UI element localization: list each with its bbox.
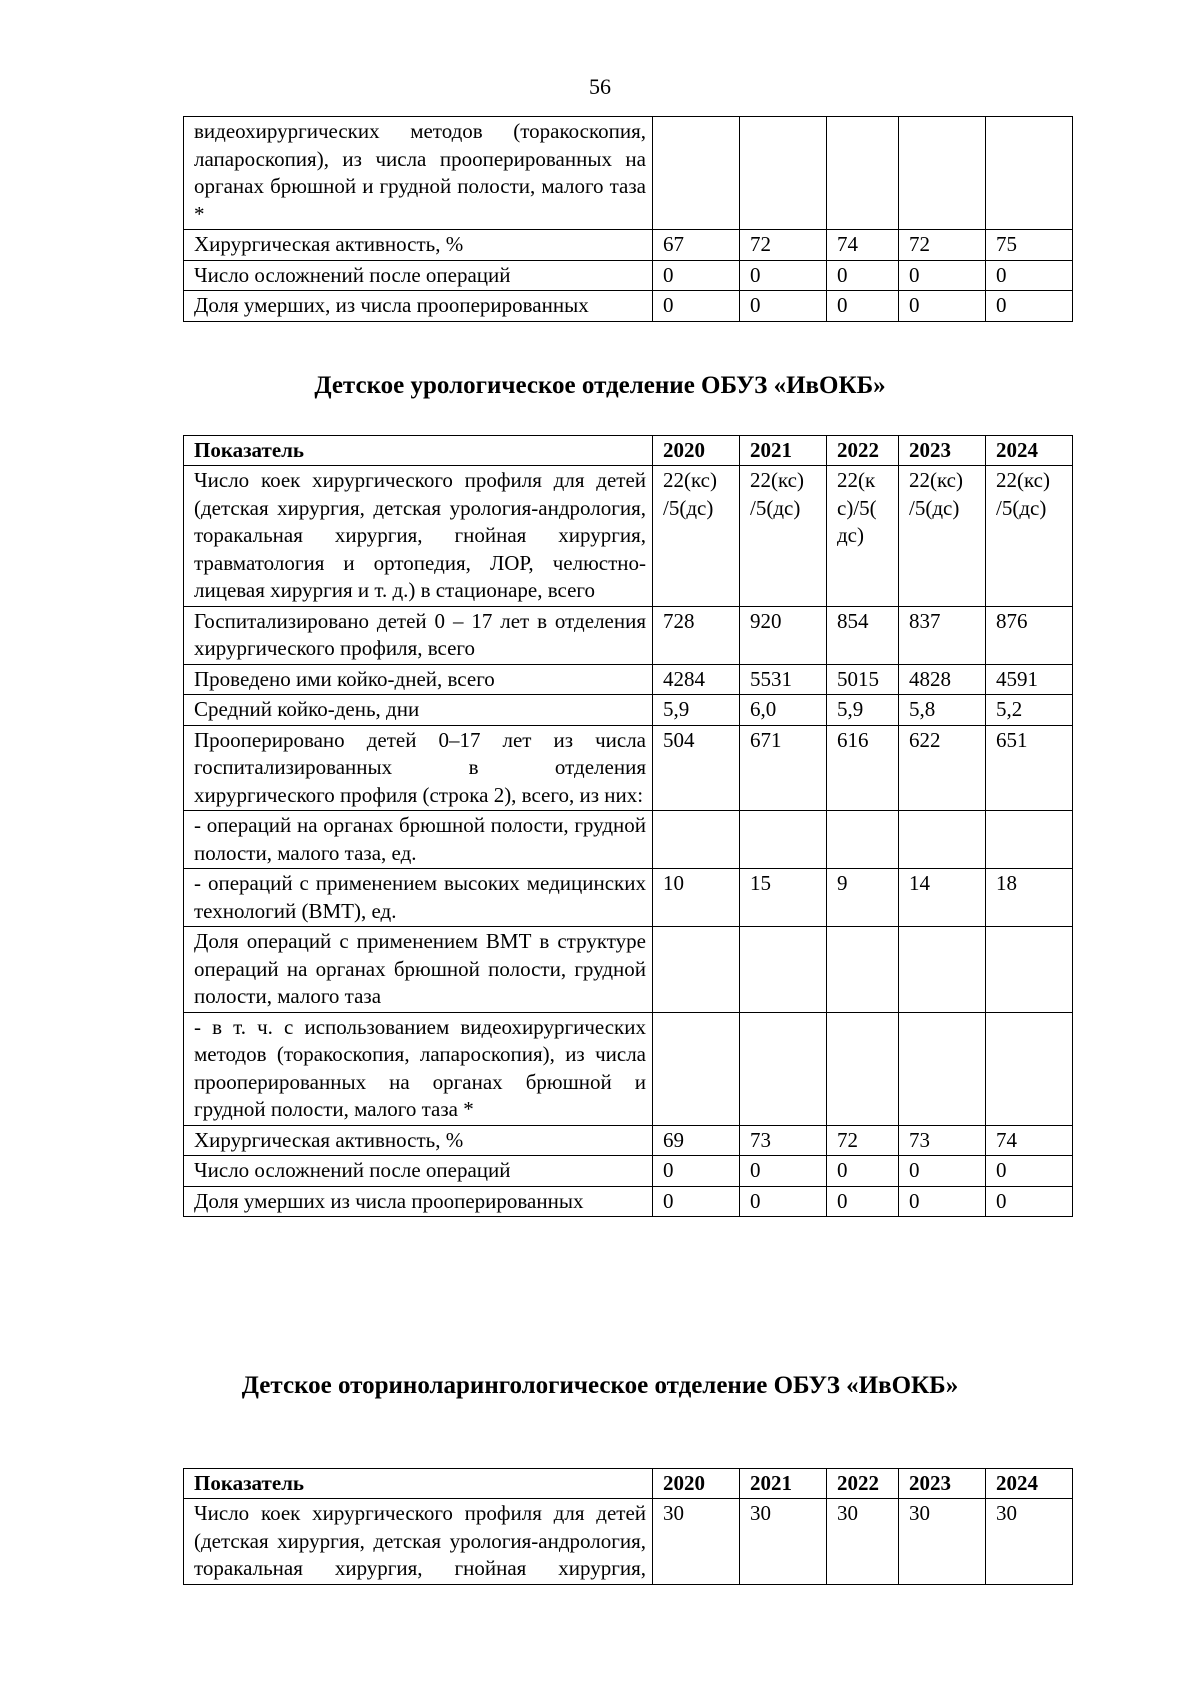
table-header-row — [184, 436, 1073, 466]
cell: 0 — [986, 260, 1073, 291]
cell: 0 — [653, 1156, 740, 1187]
cell: 837 — [899, 606, 986, 664]
row-label: Доля умерших из числа прооперированных — [184, 1186, 653, 1217]
cell: 0 — [899, 1156, 986, 1187]
cell — [986, 811, 1073, 869]
cell: 5,8 — [899, 695, 986, 726]
cell — [653, 117, 740, 230]
cell: 30 — [653, 1499, 740, 1585]
cell: 0 — [986, 1186, 1073, 1217]
cell: 74 — [986, 1125, 1073, 1156]
cell: 30 — [899, 1499, 986, 1585]
cell: 4828 — [899, 664, 986, 695]
table-row — [184, 1499, 1073, 1585]
cell: 22(кс) /5(дс) — [899, 466, 986, 607]
cell: 22(кс) /5(дс) — [740, 466, 827, 607]
row-label: Число осложнений после операций — [184, 260, 653, 291]
cell: 0 — [986, 291, 1073, 322]
cell: 0 — [827, 260, 899, 291]
cell: 30 — [740, 1499, 827, 1585]
header-year: 2021 — [740, 436, 827, 466]
cell — [827, 811, 899, 869]
section-title-urology: Детское урологическое отделение ОБУЗ «ИвОКБ» — [314, 372, 886, 399]
cell: 0 — [740, 1186, 827, 1217]
cell: 0 — [653, 291, 740, 322]
cell — [986, 117, 1073, 230]
cell — [740, 1012, 827, 1125]
cell — [986, 1012, 1073, 1125]
cell: 616 — [827, 725, 899, 811]
table-row — [184, 260, 1073, 291]
cell — [740, 811, 827, 869]
header-year: 2021 — [740, 1469, 827, 1499]
cell: 0 — [899, 291, 986, 322]
header-year: 2020 — [653, 436, 740, 466]
cell: 22(к с)/5( дс) — [827, 466, 899, 607]
cell — [740, 927, 827, 1013]
cell — [899, 927, 986, 1013]
cell: 5531 — [740, 664, 827, 695]
cell: 622 — [899, 725, 986, 811]
cell: 0 — [740, 1156, 827, 1187]
cell: 0 — [899, 1186, 986, 1217]
table-header-row — [184, 1469, 1073, 1499]
cell: 5015 — [827, 664, 899, 695]
cell: 73 — [740, 1125, 827, 1156]
cell: 6,0 — [740, 695, 827, 726]
cell: 651 — [986, 725, 1073, 811]
cell: 0 — [899, 260, 986, 291]
row-label: Прооперировано детей 0–17 лет из числа госпитализированных в отделения хирургического профиля (строка 2), всего, из них: — [184, 725, 653, 811]
table-row — [184, 606, 1073, 664]
row-label: видеохирургических методов (торакоскопия, лапароскопия), из числа прооперированных на органах брюшной и грудной полости, малого таза * — [184, 117, 653, 230]
cell: 30 — [986, 1499, 1073, 1585]
cell — [653, 1012, 740, 1125]
table-row — [184, 1125, 1073, 1156]
header-label: Показатель — [184, 1469, 653, 1499]
row-label: Доля операций с применением ВМТ в структуре операций на органах брюшной полости, грудной полости, малого таза — [184, 927, 653, 1013]
table-row — [184, 1186, 1073, 1217]
table-row — [184, 291, 1073, 322]
header-year: 2022 — [827, 436, 899, 466]
cell: 4591 — [986, 664, 1073, 695]
cell — [827, 1012, 899, 1125]
cell — [899, 1012, 986, 1125]
table-row — [184, 927, 1073, 1013]
cell: 0 — [827, 1186, 899, 1217]
cell — [827, 117, 899, 230]
row-label: - в т. ч. с использованием видеохирургических методов (торакоскопия, лапароскопия), из числа прооперированных на органах брюшной и грудной полости, малого таза * — [184, 1012, 653, 1125]
ent-table — [183, 1468, 1073, 1585]
header-year: 2024 — [986, 436, 1073, 466]
cell: 22(кс) /5(дс) — [653, 466, 740, 607]
cell — [740, 117, 827, 230]
cell: 5,9 — [827, 695, 899, 726]
cell: 0 — [653, 260, 740, 291]
table-row — [184, 811, 1073, 869]
cell: 0 — [653, 1186, 740, 1217]
header-year: 2023 — [899, 436, 986, 466]
cell: 73 — [899, 1125, 986, 1156]
row-label: Хирургическая активность, % — [184, 230, 653, 261]
cell: 14 — [899, 869, 986, 927]
cell: 671 — [740, 725, 827, 811]
row-label: - операций на органах брюшной полости, грудной полости, малого таза, ед. — [184, 811, 653, 869]
table-row — [184, 230, 1073, 261]
table-row — [184, 1012, 1073, 1125]
cell: 69 — [653, 1125, 740, 1156]
section-title-ent: Детское оториноларингологическое отделение ОБУЗ «ИвОКБ» — [241, 1372, 959, 1399]
cell: 22(кс) /5(дс) — [986, 466, 1073, 607]
row-label: Число осложнений после операций — [184, 1156, 653, 1187]
cell: 67 — [653, 230, 740, 261]
cell: 0 — [986, 1156, 1073, 1187]
table-row — [184, 466, 1073, 607]
cell: 72 — [740, 230, 827, 261]
cell: 0 — [740, 260, 827, 291]
table-row — [184, 1156, 1073, 1187]
cell: 15 — [740, 869, 827, 927]
cell — [986, 927, 1073, 1013]
row-label: Доля умерших, из числа прооперированных — [184, 291, 653, 322]
cell: 9 — [827, 869, 899, 927]
table-row — [184, 695, 1073, 726]
cell: 72 — [827, 1125, 899, 1156]
header-year: 2024 — [986, 1469, 1073, 1499]
page-number: 56 — [589, 74, 611, 99]
row-label: Число коек хирургического профиля для детей (детская хирургия, детская урология-андрология, торакальная хирургия, гнойная хирургия, травматология и ортопедия, ЛОР, челюстно-лицевая хирургия и т. д.) в стационаре, всего — [184, 466, 653, 607]
table-row — [184, 869, 1073, 927]
cell: 4284 — [653, 664, 740, 695]
cell — [899, 117, 986, 230]
header-year: 2020 — [653, 1469, 740, 1499]
cell: 854 — [827, 606, 899, 664]
cell: 504 — [653, 725, 740, 811]
cell: 0 — [740, 291, 827, 322]
cell: 920 — [740, 606, 827, 664]
cell — [827, 927, 899, 1013]
header-year: 2022 — [827, 1469, 899, 1499]
row-label: - операций с применением высоких медицинских технологий (ВМТ), ед. — [184, 869, 653, 927]
cell — [899, 811, 986, 869]
table-row — [184, 664, 1073, 695]
header-year: 2023 — [899, 1469, 986, 1499]
cell: 5,2 — [986, 695, 1073, 726]
cell: 18 — [986, 869, 1073, 927]
cell: 75 — [986, 230, 1073, 261]
header-label: Показатель — [184, 436, 653, 466]
row-label: Проведено ими койко-дней, всего — [184, 664, 653, 695]
urology-table — [183, 435, 1073, 1217]
cell: 74 — [827, 230, 899, 261]
cell: 0 — [827, 291, 899, 322]
table-row — [184, 117, 1073, 230]
row-label: Средний койко-день, дни — [184, 695, 653, 726]
cell: 72 — [899, 230, 986, 261]
cell: 30 — [827, 1499, 899, 1585]
row-label: Госпитализировано детей 0 – 17 лет в отделения хирургического профиля, всего — [184, 606, 653, 664]
cell: 5,9 — [653, 695, 740, 726]
cell: 728 — [653, 606, 740, 664]
cell: 0 — [827, 1156, 899, 1187]
row-label: Хирургическая активность, % — [184, 1125, 653, 1156]
continued-table — [183, 116, 1073, 322]
table-row — [184, 725, 1073, 811]
cell — [653, 927, 740, 1013]
row-label: Число коек хирургического профиля для детей (детская хирургия, детская урология-андрология, торакальная хирургия, гнойная хирургия, — [184, 1499, 653, 1585]
cell: 876 — [986, 606, 1073, 664]
cell: 10 — [653, 869, 740, 927]
cell — [653, 811, 740, 869]
